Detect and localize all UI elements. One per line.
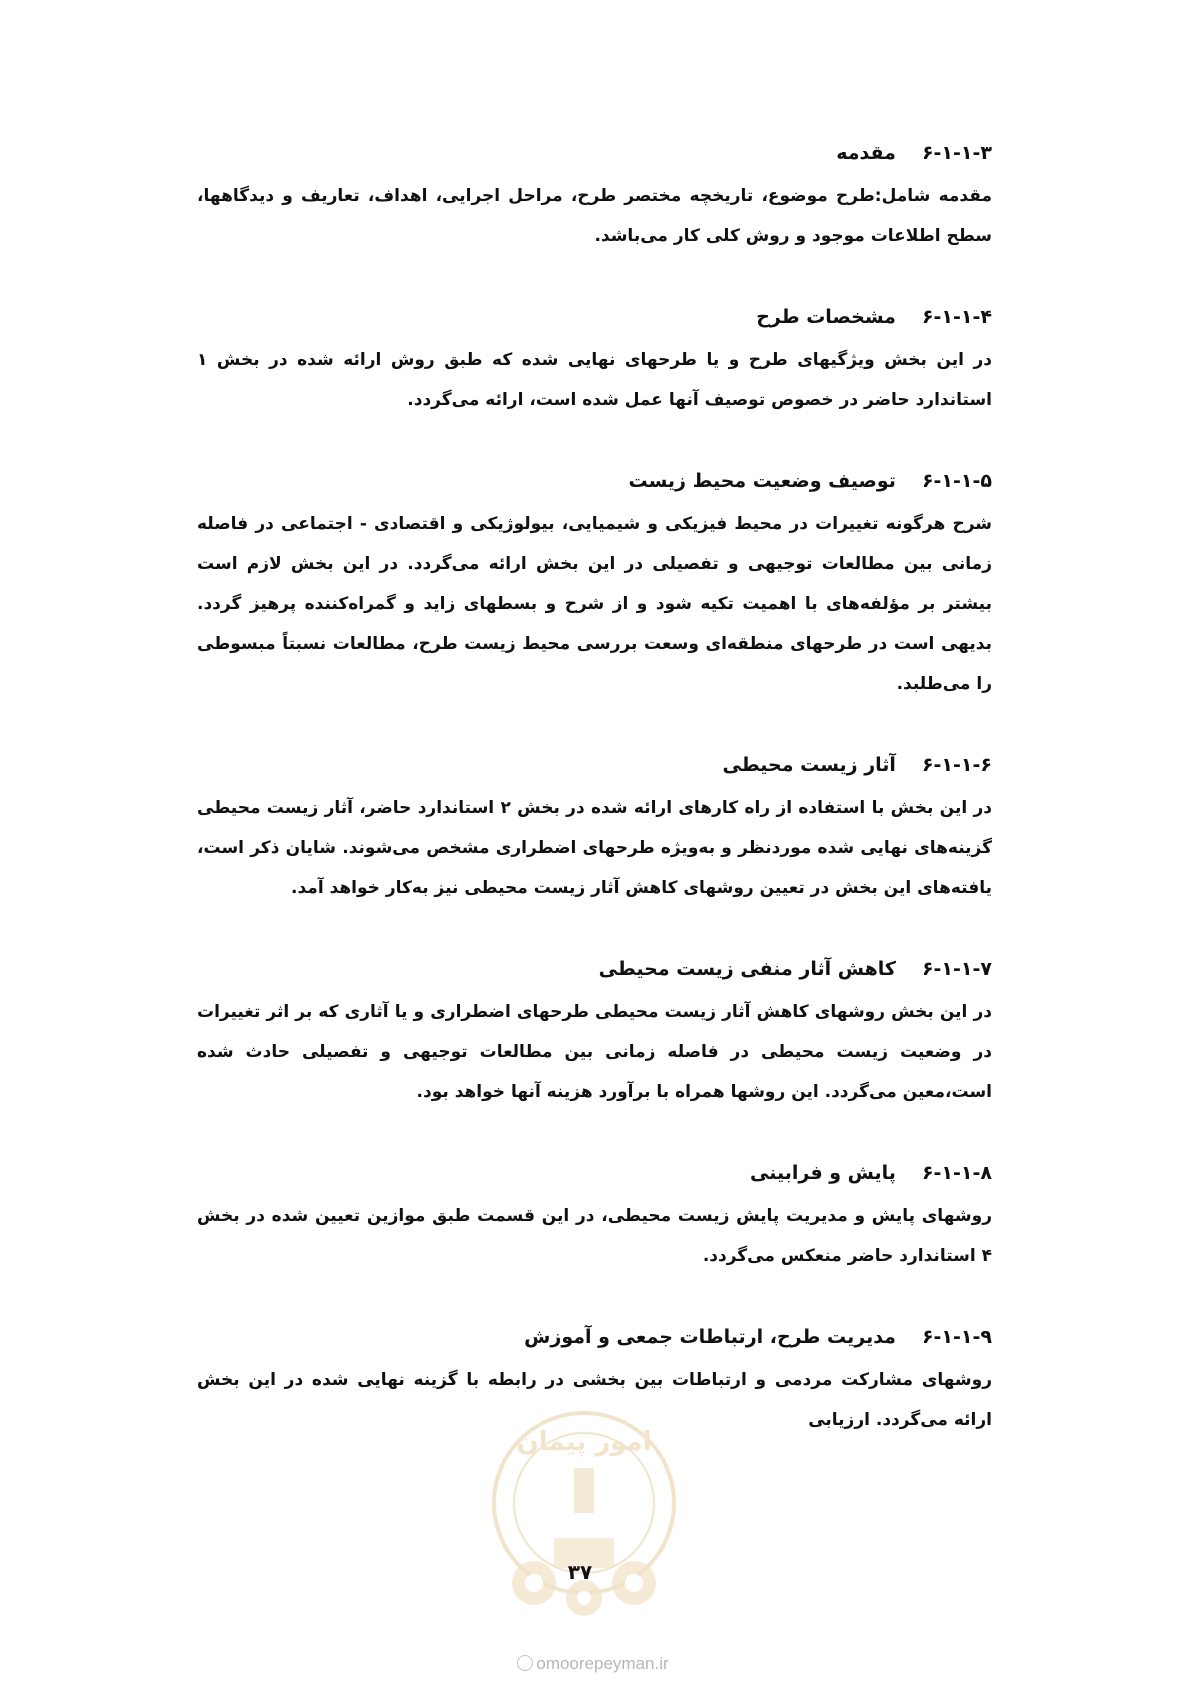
section-paragraph: مقدمه شامل:طرح موضوع، تاریخچه مختصر طرح، مراحل اجرایی، اهداف، تعاریف و دیدگاهها، سطح اطلاعات موجود و روش کلی کار می‌باشد. — [197, 186, 992, 246]
section-heading — [197, 1158, 992, 1188]
section-title: مدیریت طرح، ارتباطات جمعی و آموزش — [524, 1326, 896, 1348]
section-paragraph: در این بخش ویژگیهای طرح و یا طرحهای نهایی شده که طبق روش ارائه شده در بخش ۱ استاندارد حاضر در خصوص توصیف آنها عمل شده است، ارائه می‌گردد. — [197, 350, 992, 410]
section-number: ۶-۱-۱-۳ — [921, 142, 992, 164]
section-title: مشخصات طرح — [756, 306, 896, 328]
section-number: ۶-۱-۱-۸ — [921, 1162, 992, 1184]
section-title: آثار زیست محیطی — [722, 754, 896, 776]
section-project-management — [197, 1322, 992, 1440]
section-number: ۶-۱-۱-۶ — [921, 754, 992, 776]
section-paragraph: در این بخش با استفاده از راه کارهای ارائه شده در بخش ۲ استاندارد حاضر، آثار زیست محیطی گزینه‌های نهایی شده موردنظر و به‌ویژه طرحهای اضطراری مشخص می‌شوند. شایان ذکر است، یافته‌های این بخش در تعیین روشهای کاهش آثار زیست محیطی نیز به‌کار خواهد آمد. — [197, 798, 992, 898]
section-heading — [197, 138, 992, 168]
section-title: مقدمه — [836, 142, 896, 164]
website-url: omoorepeyman.ir — [536, 1654, 669, 1673]
section-heading — [197, 466, 992, 496]
section-heading — [197, 1322, 992, 1352]
section-environmental-impacts — [197, 750, 992, 908]
document-body — [197, 138, 992, 1486]
section-monitoring — [197, 1158, 992, 1276]
section-number: ۶-۱-۱-۵ — [921, 470, 992, 492]
section-heading — [197, 750, 992, 780]
section-number: ۶-۱-۱-۷ — [921, 958, 992, 980]
section-title: توصیف وضعیت محیط زیست — [628, 470, 896, 492]
section-title: کاهش آثار منفی زیست محیطی — [598, 958, 896, 980]
watermark-website — [488, 1654, 698, 1674]
section-impact-mitigation — [197, 954, 992, 1112]
section-environment-description — [197, 466, 992, 704]
section-title: پایش و فرابینی — [750, 1162, 896, 1184]
section-introduction — [197, 138, 992, 256]
section-paragraph: روشهای مشارکت مردمی و ارتباطات بین بخشی در رابطه با گزینه نهایی شده در این بخش ارائه می‌گردد. ارزیابی — [197, 1370, 992, 1430]
page-number: ۳۷ — [567, 1560, 593, 1584]
section-number: ۶-۱-۱-۹ — [921, 1326, 992, 1348]
section-heading — [197, 302, 992, 332]
section-number: ۶-۱-۱-۴ — [921, 306, 992, 328]
svg-text:امور پیمان: امور پیمان — [516, 1427, 652, 1457]
section-heading — [197, 954, 992, 984]
globe-icon — [517, 1655, 533, 1671]
section-paragraph: شرح هرگونه تغییرات در محیط فیزیکی و شیمیایی، بیولوژیکی و اقتصادی - اجتماعی در فاصله زمانی بین مطالعات توجیهی و تفصیلی در این بخش ارائه می‌گردد. در این بخش لازم است بیشتر بر مؤلفه‌های با اهمیت تکیه شود و از شرح و بسطهای زاید و گمراه‌کننده پرهیز گردد. بدیهی است در طرحهای منطقه‌ای وسعت بررسی محیط زیست طرح، مطالعات نسبتاً مبسوطی را می‌طلبد. — [197, 514, 992, 694]
section-paragraph: روشهای پایش و مدیریت پایش زیست محیطی، در این قسمت طبق موازین تعیین شده در بخش ۴ استاندارد حاضر منعکس می‌گردد. — [197, 1206, 992, 1266]
section-paragraph: در این بخش روشهای کاهش آثار زیست محیطی طرحهای اضطراری و یا آثاری که بر اثر تغییرات در وضعیت زیست محیطی در فاصله زمانی بین مطالعات توجیهی و تفصیلی حادث شده است،معین می‌گردد. این روشها همراه با برآورد هزینه آنها خواهد بود. — [197, 1002, 992, 1102]
section-project-specifications — [197, 302, 992, 420]
